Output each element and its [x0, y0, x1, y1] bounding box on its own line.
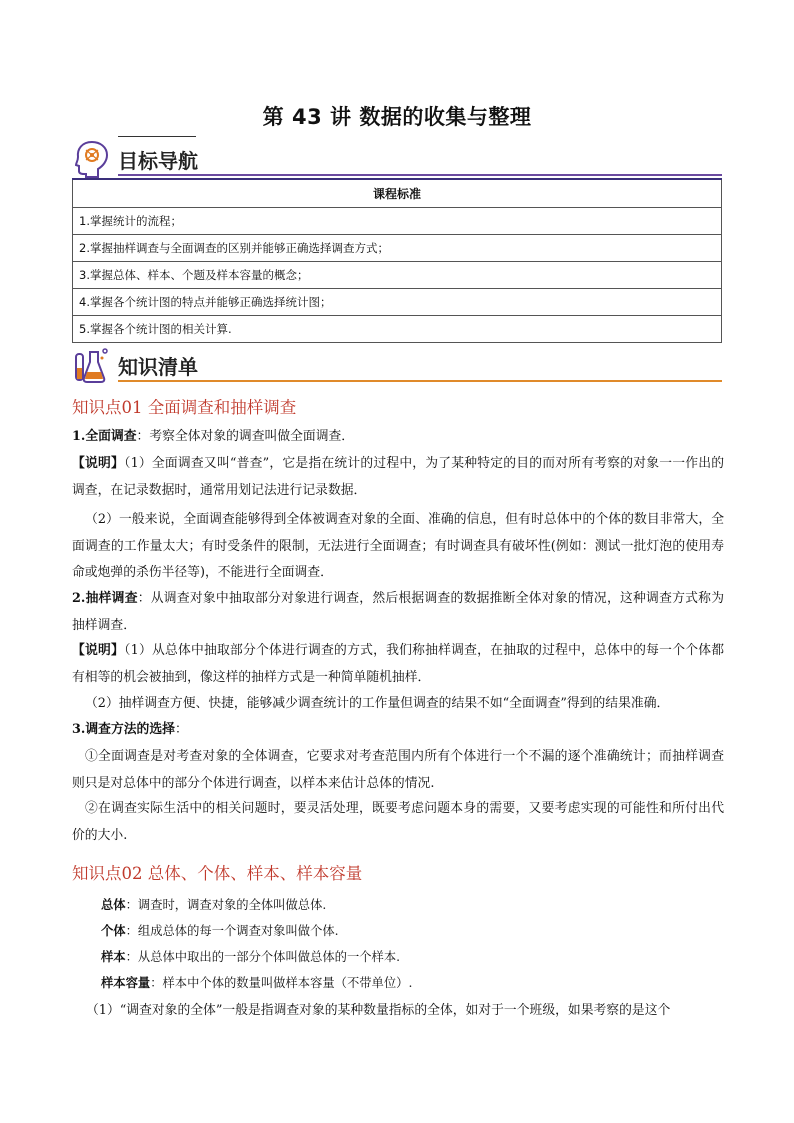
term-label: 总体	[101, 897, 126, 912]
paragraph-text: （1）全面调查又叫“普查”，它是指在统计的过程中，为了某种特定的目的而对所有考察的对象一一作出的调查，在记录数据时，通常用划记法进行记录数据．	[72, 456, 725, 498]
paragraph: （1）“调查对象的全体”一般是指调查对象的某种数量指标的全体，如对于一个班级，如果考察的是这个	[86, 1003, 671, 1018]
section-title: 目标导航	[118, 149, 198, 173]
term-label: 3.调查方法的选择	[72, 722, 175, 737]
rule-top	[118, 136, 196, 137]
table-row: 3.掌握总体、样本、个题及样本容量的概念；	[73, 262, 722, 289]
paragraph: （2）一般来说，全面调查能够得到全体被调查对象的全面、准确的信息，但有时总体中的个体的数目非常大，全面调查的工作量太大；有时受条件的限制，无法进行全面调查；有时调查具有破坏性(例如：测试一批灯泡的使用寿命或炮弹的杀伤半径等)，不能进行全面调查．	[72, 512, 724, 580]
paragraph: （2）抽样调查方便、快捷，能够减少调查统计的工作量但调查的结果不如“全面调查”得到的结果准确．	[85, 696, 670, 711]
table-row: 4.掌握各个统计图的特点并能够正确选择统计图；	[73, 289, 722, 316]
section-title: 知识清单	[118, 355, 198, 379]
paragraph	[72, 638, 724, 691]
paragraph	[72, 451, 724, 504]
section-header-knowledge	[72, 344, 722, 382]
table-header: 课程标准	[73, 179, 722, 208]
note-label: 【说明】	[72, 456, 124, 471]
definition-text: ：调查时，调查对象的全体叫做总体.	[125, 898, 327, 912]
paragraph-text: ：从调查对象中抽取部分对象进行调查，然后根据调查的数据推断全体对象的情况，这种调查方式称为抽样调查．	[72, 591, 725, 633]
paragraph-text: ：	[174, 722, 188, 737]
term-label: 样本容量	[101, 975, 151, 990]
table-row: 1.掌握统计的流程；	[73, 208, 722, 235]
paragraph-text: （1）从总体中抽取部分个体进行调查的方式，我们称抽样调查，在抽取的过程中，总体中的每一个个体都有相等的机会被抽到，像这样的抽样方式是一种简单随机抽样．	[72, 643, 725, 685]
term-label: 样本	[101, 949, 126, 964]
term-label: 2.抽样调查	[72, 591, 138, 606]
section-header-goals	[72, 138, 722, 176]
table-row: 5.掌握各个统计图的相关计算.	[73, 316, 722, 343]
paragraph	[72, 424, 724, 451]
term-label: 1.全面调查	[72, 429, 137, 444]
definition-item	[101, 918, 339, 944]
note-label: 【说明】	[72, 643, 125, 658]
definition-item	[101, 892, 326, 918]
brain-head-icon	[72, 138, 112, 178]
curriculum-standards-table	[72, 178, 722, 343]
paragraph: ①全面调查是对考查对象的全体调查，它要求对考查范围内所有个体进行一个不漏的逐个准确统计；而抽样调查则只是对总体中的部分个体进行调查，以样本来估计总体的情况.	[72, 749, 724, 791]
table-row: 2.掌握抽样调查与全面调查的区别并能够正确选择调查方式；	[73, 235, 722, 262]
knowledge-point-title: 知识点01 全面调查和抽样调查	[72, 398, 297, 417]
lab-flask-icon	[72, 344, 112, 384]
definition-text: ：样本中个体的数量叫做样本容量（不带单位）.	[150, 976, 413, 990]
paragraph: ②在调查实际生活中的相关问题时，要灵活处理，既要考虑问题本身的需要，又要考虑实现的可能性和所付出代价的大小.	[72, 801, 724, 843]
rule-bottom	[118, 174, 722, 176]
paragraph-text: ：考察全体对象的调查叫做全面调查．	[136, 429, 355, 444]
rule-bottom	[118, 380, 722, 382]
definition-item	[101, 944, 400, 970]
definition-text: ：从总体中取出的一部分个体叫做总体的一个样本.	[125, 950, 401, 964]
paragraph	[72, 717, 724, 744]
definition-item	[101, 970, 412, 996]
page-title: 第 43 讲 数据的收集与整理	[262, 105, 532, 129]
term-label: 个体	[101, 923, 126, 938]
definition-text: ：组成总体的每一个调查对象叫做个体.	[125, 924, 339, 938]
paragraph	[72, 586, 724, 639]
knowledge-point-title: 知识点02 总体、个体、样本、样本容量	[72, 864, 363, 883]
